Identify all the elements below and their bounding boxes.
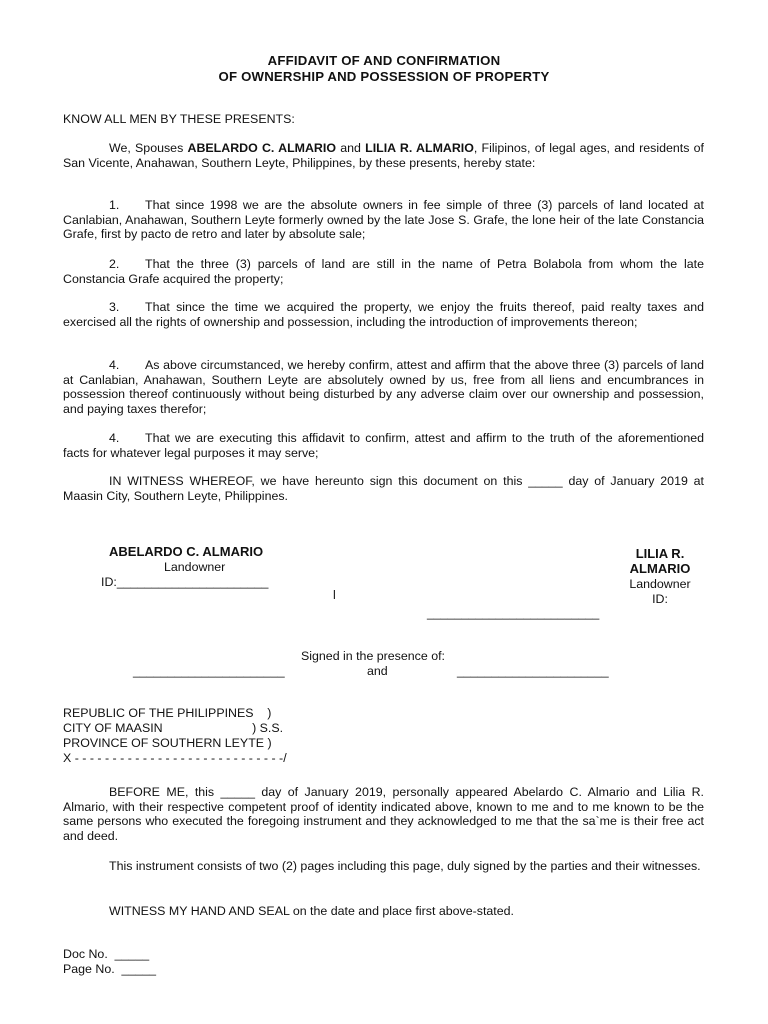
before-me-text: BEFORE ME, this _____ day of January 2019, personally appeared Abelardo C. Almario and Lilia R. Almario, with their respective competent proof of identity indicated above, known to me and to me known to be the same persons who executed the foregoing instrument and they acknowledged to me that the sa`me is their free act and deed. bbox=[63, 785, 704, 843]
intro-paragraph bbox=[63, 141, 704, 170]
stray-mark: l bbox=[333, 588, 336, 602]
page-no: Page No. _____ bbox=[63, 962, 157, 976]
paragraph-text: That since the time we acquired the property, we enjoy the fruits thereof, paid realty taxes and exercised all the rights of ownership and possession, including the introduction of improvements thereon; bbox=[63, 300, 704, 329]
paragraph-3 bbox=[63, 300, 704, 329]
paragraph-5 bbox=[63, 431, 704, 460]
presence-and: and bbox=[367, 664, 388, 678]
witness-right-line: ______________________ bbox=[457, 664, 609, 678]
signatory-right-name-line2: ALMARIO bbox=[629, 561, 691, 576]
witness-whereof-text: IN WITNESS WHEREOF, we have hereunto sign this document on this _____ day of January 2019 at Maasin City, Southern Leyte, Philippines. bbox=[63, 474, 704, 503]
signatory-left-role: Landowner bbox=[164, 560, 226, 574]
signatory-right-signature-line: _________________________ bbox=[427, 606, 600, 620]
presence-label: Signed in the presence of: bbox=[301, 649, 445, 663]
paragraph-1 bbox=[63, 198, 704, 242]
paragraph-text: That the three (3) parcels of land are still in the name of Petra Bolabola from whom the late Constancia Grafe acquired the property; bbox=[63, 257, 704, 286]
witness-whereof-paragraph bbox=[63, 474, 704, 503]
before-me-paragraph bbox=[63, 785, 704, 843]
signatory-right-name-line1: LILIA R. bbox=[635, 546, 685, 561]
paragraph-4 bbox=[63, 358, 704, 416]
signatory-right-id: ID: bbox=[652, 592, 668, 606]
instrument-paragraph bbox=[63, 859, 704, 874]
signatory-right-role: Landowner bbox=[629, 577, 691, 591]
spouse-name-2: LILIA R. ALMARIO bbox=[365, 141, 474, 155]
paragraph-number: 2. bbox=[109, 257, 120, 271]
paragraph-number: 1. bbox=[109, 198, 120, 212]
paragraph-text: As above circumstanced, we hereby confirm, attest and affirm that the above three (3) parcels of land at Canlabian, Anahawan, Southern Leyte are absolutely owned by us, free from all liens and encumbrances in possession thereof continuously without being disturbed by any adverse claim over our ownership and possession, and paying taxes therefor; bbox=[63, 358, 704, 416]
paragraph-text: That since 1998 we are the absolute owners in fee simple of three (3) parcels of land located at Canlabian, Anahawan, Southern Leyte formerly owned by the late Jose S. Grafe, the lone heir of the late Constancia Grafe, first by pacto de retro and later by absolute sale; bbox=[63, 198, 704, 242]
greeting: KNOW ALL MEN BY THESE PRESENTS: bbox=[63, 112, 295, 126]
paragraph-2 bbox=[63, 257, 704, 286]
document-title-line1: AFFIDAVIT OF AND CONFIRMATION bbox=[267, 53, 501, 68]
signatory-left-id: ID:______________________ bbox=[101, 575, 269, 589]
venue-line-separator: X - - - - - - - - - - - - - - - - - - - - - - - - - - - -/ bbox=[63, 751, 287, 765]
instrument-text: This instrument consists of two (2) pages including this page, duly signed by the parties and their witnesses. bbox=[109, 859, 701, 873]
signatory-left-name: ABELARDO C. ALMARIO bbox=[109, 544, 264, 559]
spouse-name-1: ABELARDO C. ALMARIO bbox=[187, 141, 336, 155]
intro-post: , Filipinos, of legal ages, and residents of San Vicente, Anahawan, Southern Leyte, Philippines, by these presents, hereby state: bbox=[63, 141, 704, 170]
paragraph-text: That we are executing this affidavit to confirm, attest and affirm to the truth of the aforementioned facts for whatever legal purposes it may serve; bbox=[63, 431, 704, 460]
seal-text: WITNESS MY HAND AND SEAL on the date and place first above-stated. bbox=[109, 904, 514, 918]
doc-no: Doc No. _____ bbox=[63, 947, 150, 961]
intro-pre: We, Spouses bbox=[109, 141, 188, 155]
venue-line-city: CITY OF MAASIN ) S.S. bbox=[63, 721, 284, 735]
seal-paragraph bbox=[63, 904, 704, 919]
venue-line-republic: REPUBLIC OF THE PHILIPPINES ) bbox=[63, 706, 272, 720]
paragraph-number: 3. bbox=[109, 300, 120, 314]
witness-left-line: ______________________ bbox=[133, 664, 285, 678]
paragraph-number: 4. bbox=[109, 358, 120, 372]
intro-and: and bbox=[335, 141, 366, 155]
document-title-line2: OF OWNERSHIP AND POSSESSION OF PROPERTY bbox=[218, 69, 550, 84]
paragraph-number: 4. bbox=[109, 431, 120, 445]
venue-line-province: PROVINCE OF SOUTHERN LEYTE ) bbox=[63, 736, 272, 750]
